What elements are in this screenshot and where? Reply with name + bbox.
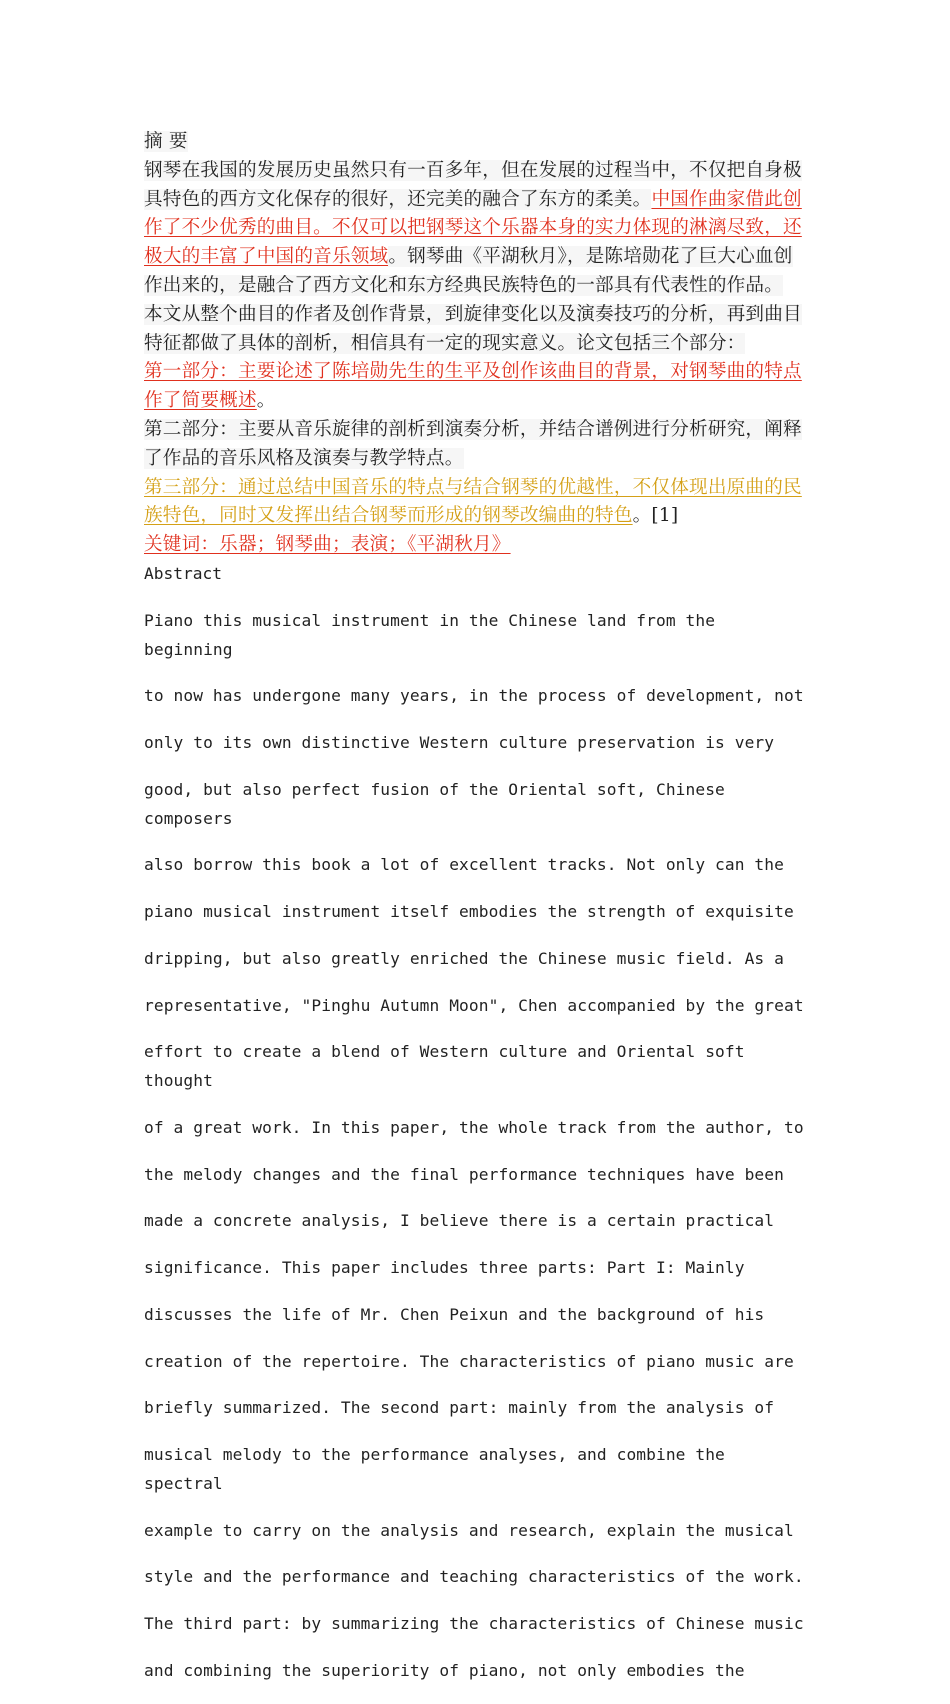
en-line: to now has undergone many years, in the process of development, not bbox=[144, 686, 804, 706]
cn-p2-text: 本文从整个曲目的作者及创作背景，到旋律变化以及演奏技巧的分析，再到曲目特征都做了具体的剖析，相信具有一定的现实意义。论文包括三个部分： bbox=[144, 303, 802, 354]
en-line: Piano this musical instrument in the Chinese land from the beginning bbox=[144, 610, 716, 659]
en-line: representative, "Pinghu Autumn Moon", Chen accompanied by the great bbox=[144, 995, 804, 1015]
cn-keywords bbox=[144, 531, 808, 560]
en-line: briefly summarized. The second part: mainly from the analysis of bbox=[144, 1398, 775, 1418]
cn-part-1 bbox=[144, 358, 808, 416]
en-line: the melody changes and the final performance techniques have been bbox=[144, 1164, 784, 1184]
cn-paragraph-2 bbox=[144, 301, 808, 359]
en-line: The third part: by summarizing the characteristics of Chinese music bbox=[144, 1614, 804, 1633]
cn-p1-text-b: 。钢琴曲《平湖秋月》，是陈培勋花了巨大心血创作出来的，是融合了西方文化和东方经典民族特色的一部具有代表性的作品。 bbox=[144, 246, 793, 296]
en-line: piano musical instrument itself embodies the strength of exquisite bbox=[144, 902, 794, 921]
cn-part-3 bbox=[144, 474, 808, 532]
en-line: musical melody to the performance analyses, and combine the spectral bbox=[144, 1445, 725, 1493]
english-abstract-body bbox=[144, 589, 808, 1704]
en-line: good, but also perfect fusion of the Oriental soft, Chinese composers bbox=[144, 779, 725, 828]
en-line: effort to create a blend of Western culture and Oriental soft thought bbox=[144, 1042, 745, 1090]
en-line: discusses the life of Mr. Chen Peixun and the background of his bbox=[144, 1304, 765, 1324]
en-line: only to its own distinctive Western culture preservation is very bbox=[144, 733, 775, 752]
cn-part1-red-text: 第一部分：主要论述了陈培勋先生的生平及创作该曲目的背景，对钢琴曲的特点作了简要概述 bbox=[144, 361, 802, 412]
cn-part3-yellow-text: 第三部分：通过总结中国音乐的特点与结合钢琴的优越性，不仅体现出原曲的民族特色，同时又发挥出结合钢琴而形成的钢琴改编曲的特色 bbox=[144, 476, 802, 527]
cn-keywords-text: 关键词：乐器；钢琴曲；表演；《平湖秋月》 bbox=[144, 534, 511, 556]
abstract-heading-en: Abstract bbox=[144, 563, 222, 583]
en-line: of a great work. In this paper, the whole track from the author, to bbox=[144, 1117, 804, 1137]
chinese-abstract bbox=[144, 128, 808, 560]
cn-paragraph-1 bbox=[144, 157, 808, 301]
en-line: example to carry on the analysis and research, explain the musical bbox=[144, 1520, 794, 1540]
en-line: creation of the repertoire. The characteristics of piano music are bbox=[144, 1351, 794, 1371]
cn-part2-text: 第二部分：主要从音乐旋律的剖析到演奏分析，并结合谱例进行分析研究，阐释了作品的音乐风格及演奏与教学特点。 bbox=[144, 418, 802, 469]
cn-p1-text-a: 钢琴在我国的发展历史虽然只有一百多年，但在发展的过程当中，不仅把自身极具特色的西方文化保存的很好，还完美的融合了东方的柔美。 bbox=[144, 159, 802, 210]
abstract-heading-text: 摘 要 bbox=[144, 131, 188, 152]
document-content bbox=[144, 128, 808, 1704]
cn-part-2 bbox=[144, 416, 808, 474]
cn-part3-end: 。[1] bbox=[632, 505, 679, 527]
cn-part1-end: 。 bbox=[256, 390, 276, 412]
abstract-heading-cn bbox=[144, 128, 808, 157]
cn-p1-red-text: 中国作曲家借此创作了不少优秀的曲目。不仅可以把钢琴这个乐器本身的实力体现的淋漓尽致，还极大的丰富了中国的音乐领域 bbox=[144, 188, 802, 268]
en-line: significance. This paper includes three parts: Part I: Mainly bbox=[144, 1258, 745, 1277]
en-line: and combining the superiority of piano, not only embodies the bbox=[144, 1660, 745, 1680]
en-line: made a concrete analysis, I believe there is a certain practical bbox=[144, 1211, 775, 1231]
en-line: also borrow this book a lot of excellent tracks. Not only can the bbox=[144, 855, 784, 875]
en-line: dripping, but also greatly enriched the Chinese music field. As a bbox=[144, 948, 784, 968]
en-line: style and the performance and teaching characteristics of the work. bbox=[144, 1567, 804, 1587]
